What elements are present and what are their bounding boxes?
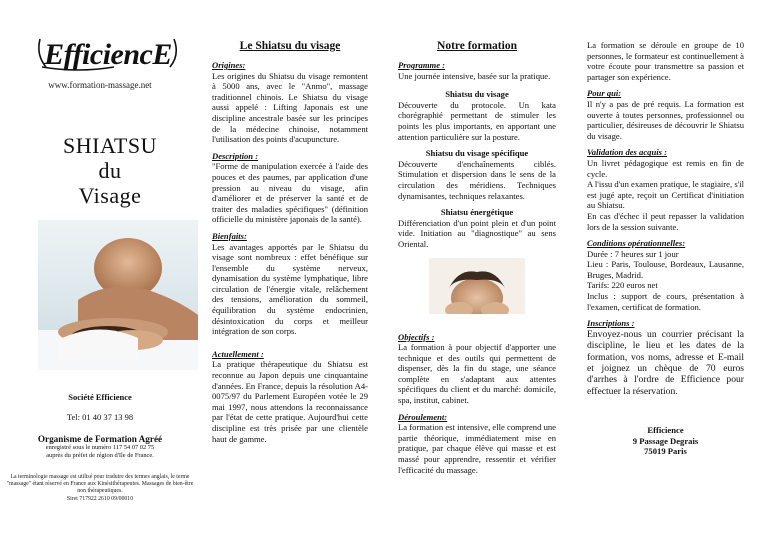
address-street: 9 Passage Degrais (632, 435, 699, 446)
objectifs-heading: Objectifs : (398, 331, 435, 342)
programme-text: Une journée intensive, basée sur la pratique. (398, 70, 551, 81)
actuellement-section (212, 349, 368, 444)
sub2-heading: Shiatsu du visage spécifique (425, 148, 529, 159)
validation-heading: Validation des acquis : (587, 147, 667, 158)
section-title-formation: Notre formation (437, 40, 517, 52)
validation-text-3: En cas d'échec il peut repasser la validation lors de la session suivante. (587, 210, 744, 232)
objectifs-text: La formation à pour objectif d'apporter une technique et des outils qui permettent de dispenser, dès la fin du stage, une séance complète en s'adaptant aux attentes spécifiques du client et du marché: domicile, spa, institut, cabinet. (398, 342, 556, 406)
origines-text: Les origines du Shiatsu du visage remontent à 5000 ans, avec le "Anmo", massage traditionnel chinois. Le Shiatsu du visage aussi appelé : Lifting Japonais est une discipline ancestrale basée sur les principes de la médecine chinoise, notamment l'utilisation des points d'acupuncture. (212, 70, 368, 145)
shiatsu-specifique-section (398, 148, 556, 201)
programme-section (398, 60, 556, 81)
face-massage-photo (38, 220, 198, 370)
formation-column (398, 0, 556, 544)
org-prefect: auprès du préfet de région d'Ile de France. (46, 452, 154, 459)
validation-text-1: Un livret pédagogique est remis en fin de cycle. (587, 157, 744, 179)
organisme-info (0, 434, 200, 460)
shiatsu-column (212, 0, 368, 544)
shiatsu-energetique-section (398, 207, 556, 249)
conditions-heading: Conditions opérationnelles: (587, 238, 686, 249)
inscriptions-heading: Inscriptions : (587, 318, 635, 329)
deroulement-section (398, 412, 556, 476)
svg-text:EfficiencE: EfficiencE (44, 38, 172, 71)
description-text: "Forme de manipulation exercée à l'aide des pouces et des paumes, par application d'une pression au niveau du visage, afin d'améliorer et de préserver la santé et de traiter des maladies spécifiques" (définition officielle du ministère japonais de la santé). (212, 161, 368, 225)
shiatsu-visage-section (398, 89, 556, 142)
brochure-title: SHIATSU du Visage (63, 133, 157, 208)
org-title: Organisme de Formation Agréé (37, 434, 163, 444)
bienfaits-text: Les avantages apportés par le Shiatsu du visage sont nombreux : effet bénéfique sur l'ensemble du système nerveux, dynamisation du système lymphatique, libre circulation de l'énergie vitale, relâchement des tensions, amélioration du sommeil, équilibration du système endocrinien, désintoxication du corps et meilleur intégration de son corps. (212, 241, 368, 337)
sub1-heading: Shiatsu du visage (445, 89, 509, 100)
left-panel (0, 0, 200, 544)
siret-number: Siret 717922 2610 09/00010 (66, 495, 134, 502)
org-registration: enregistré sous le numéro 117 54 07 02 75 (45, 444, 155, 451)
pourqui-heading: Pour qui: (587, 88, 622, 99)
address-name: Efficience (647, 425, 684, 436)
sub2-text: Découverte d'enchaînements ciblés. Stimulation et dispersion dans le sens de la circulation des méridiens. Techniques dynamisantes, techniques relaxantes. (398, 158, 556, 201)
origines-heading: Origines: (212, 60, 246, 70)
description-section (212, 151, 368, 225)
lieu-text: Lieu : Paris, Toulouse, Bordeaux, Lausanne, Bruges, Madrid. (587, 259, 744, 280)
inclus-text: Inclus : support de cours, présentation à l'examen, certificat de formation. (587, 291, 744, 312)
section-title-shiatsu: Le Shiatsu du visage (239, 40, 341, 52)
programme-heading: Programme : (398, 60, 446, 70)
company-name: Société Efficience (68, 392, 132, 402)
validation-text-2: A l'issu d'un examen pratique, le stagiaire, s'il est jugé apte, reçoit un Certificat d'initiation au Shiatsu. (587, 179, 744, 211)
actuellement-heading: Actuellement : (212, 348, 264, 359)
inscriptions-section (587, 318, 744, 397)
postal-address (587, 425, 744, 457)
deroulement-text: La formation est intensive, elle comprend une partie théorique, immédiatement mise en pratique, par chaque élève qui masse et est massé pour apprendre, ressentir et vérifier l'efficacité du massage. (398, 422, 556, 475)
validation-section (587, 147, 744, 232)
intro-text: La formation se déroule en groupe de 10 personnes, le formateur est continuellement à votre écoute pour transmettre sa passion et partager son expérience. (587, 40, 744, 82)
intro-section (587, 40, 744, 82)
objectifs-section (398, 332, 556, 406)
legal-notice (0, 474, 200, 503)
phone-number[interactable]: Tel: 01 40 37 13 98 (66, 412, 134, 422)
tarifs-text: Tarifs: 220 euros net (587, 280, 658, 291)
description-heading: Description : (212, 150, 259, 161)
address-city: 75019 Paris (644, 446, 687, 457)
deroulement-heading: Déroulement: (398, 411, 448, 422)
pourqui-section (587, 88, 744, 141)
duree-text: Durée : 7 heures sur 1 jour (587, 248, 679, 259)
terminology-note: La terminologie massage est utilisé pour traduire des termes anglais, le terme "massage" étant réservé en France aux Kinésithérapeutes. Massages de bien-être non thérapeutiques. (6, 474, 194, 495)
bienfaits-section (212, 231, 368, 337)
sub1-text: Découverte du protocole. Un kata chorégraphié permettant de stimuler les points les plus importants, en apportant une attention particulière sur la posture. (398, 99, 556, 142)
sub3-heading: Shiatsu énergétique (440, 207, 514, 218)
inscriptions-text: Envoyez-nous un courrier précisant la discipline, le lieu et les dates de la formation, vos noms, adresse et E-mail et joignez un chèque de 70 euros d'arrhes à l'ordre de Efficience pour effectuer la réservation. (587, 328, 744, 397)
pourqui-text: Il n'y a pas de pré requis. La formation est ouverte à toutes personnes, professionnel ou particulier, désireuses de découvrir le Shiatsu du visage. (587, 98, 744, 141)
bienfaits-heading: Bienfaits: (212, 230, 247, 241)
actuellement-text: La pratique thérapeutique du Shiatsu est reconnue au Japon depuis une cinquantaine d'années. En France, depuis la résolution A4-0075/97 du Parlement Européen votée le 29 mai 1997, nous attendons la reconnaissance par l'état de cette pratique. Aujourd'hui cette discipline est très prisée par une clientèle haut de gamme. (212, 359, 368, 444)
origines-section (212, 60, 368, 145)
shiatsu-photo (429, 258, 525, 322)
conditions-section (587, 238, 744, 312)
sub3-text: Différenciation d'un point plein et d'un point vide. Initiation au "diagnostique" au sens Oriental. (398, 217, 556, 249)
info-column (587, 0, 744, 544)
website-url[interactable]: www.formation-massage.net (48, 80, 152, 90)
efficience-logo (38, 33, 178, 73)
